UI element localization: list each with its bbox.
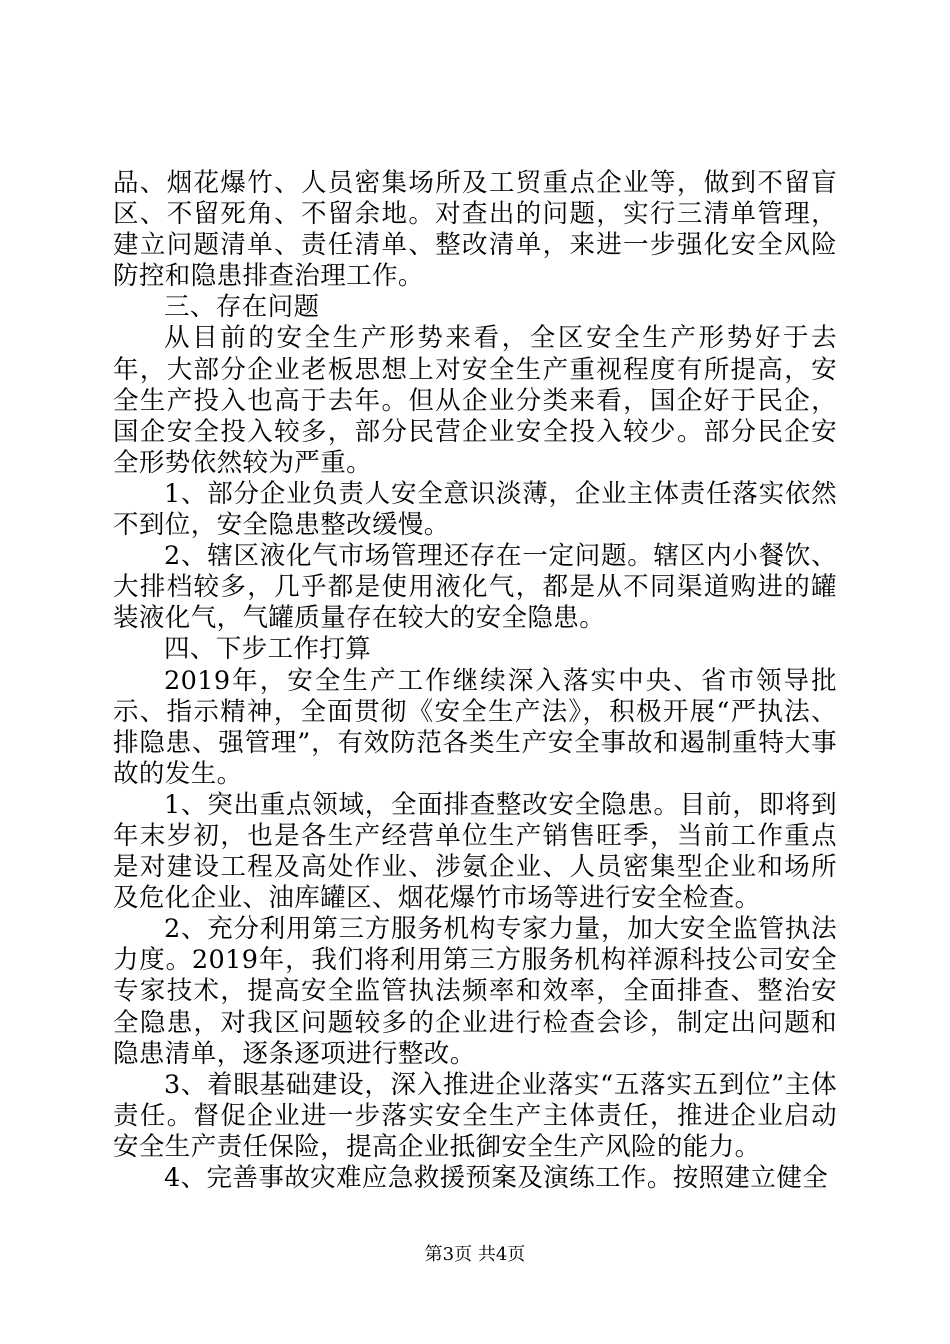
document-body — [113, 168, 837, 1194]
paragraph-plan-1: 1、突出重点领域，全面排查整改安全隐患。目前，即将到年末岁初，也是各生产经营单位生产销售旺季，当前工作重点是对建设工程及高处作业、涉氨企业、人员密集型企业和场所及危化企业、油库罐区、烟花爆竹市场等进行安全检查。 — [113, 789, 837, 914]
page-number-footer: 第3页 共4页 — [424, 1244, 526, 1265]
paragraph-continuation: 品、烟花爆竹、人员密集场所及工贸重点企业等，做到不留盲区、不留死角、不留余地。对查出的问题，实行三清单管理，建立问题清单、责任清单、整改清单，来进一步强化安全风险防控和隐患排查治理工作。 — [113, 168, 837, 292]
paragraph-plan-4: 4、完善事故灾难应急救援预案及演练工作。按照建立健全 — [164, 1163, 829, 1193]
paragraph-plan-intro: 2019年，安全生产工作继续深入落实中央、省市领导批示、指示精神，全面贯彻《安全生产法》，积极开展“严执法、排隐患、强管理”，有效防范各类生产安全事故和遏制重特大事故的发生。 — [113, 665, 837, 789]
paragraph-problem-1: 1、部分企业负责人安全意识淡薄，企业主体责任落实依然不到位，安全隐患整改缓慢。 — [113, 478, 837, 541]
paragraph-situation: 从目前的安全生产形势来看，全区安全生产形势好于去年，大部分企业老板思想上对安全生产重视程度有所提高，安全生产投入也高于去年。但从企业分类来看，国企好于民企，国企安全投入较多，部分民营企业安全投入较少。部分民企安全形势依然较为严重。 — [113, 323, 837, 478]
paragraph-plan-2: 2、充分利用第三方服务机构专家力量，加大安全监管执法力度。2019年，我们将利用第三方服务机构祥源科技公司安全专家技术，提高安全监管执法频率和效率，全面排查、整治安全隐患，对我区问题较多的企业进行检查会诊，制定出问题和隐患清单，逐条逐项进行整改。 — [113, 914, 837, 1069]
paragraph-plan-3: 3、着眼基础建设，深入推进企业落实“五落实五到位”主体责任。督促企业进一步落实安全生产主体责任，推进企业启动安全生产责任保险，提高企业抵御安全生产风险的能力。 — [113, 1069, 837, 1162]
section-heading-plans: 四、下步工作打算 — [164, 634, 372, 665]
section-heading-problems: 三、存在问题 — [164, 292, 320, 323]
paragraph-problem-2: 2、辖区液化气市场管理还存在一定问题。辖区内小餐饮、大排档较多，几乎都是使用液化气，都是从不同渠道购进的罐装液化气，气罐质量存在较大的安全隐患。 — [113, 541, 837, 634]
